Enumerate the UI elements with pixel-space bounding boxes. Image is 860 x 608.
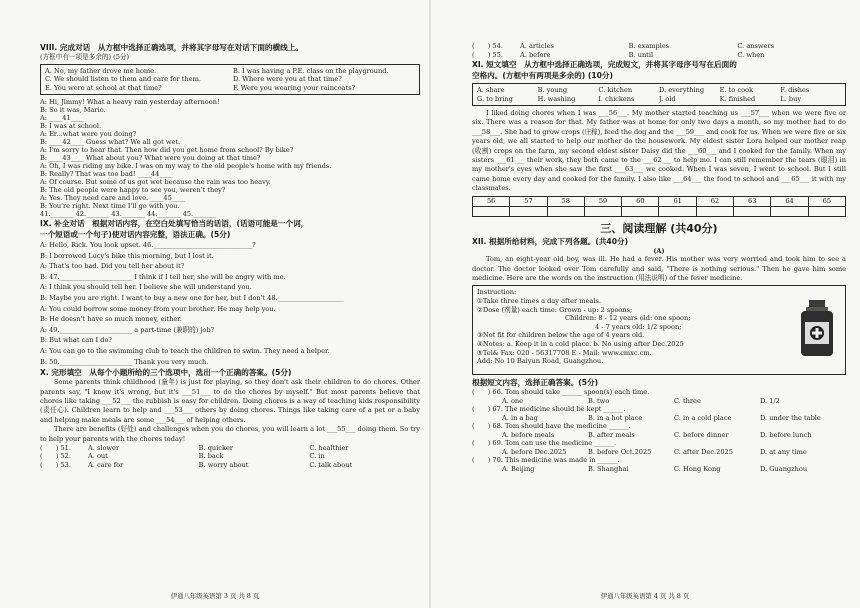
dialog-line: A: Er...what were you doing? — [40, 130, 137, 138]
option-d[interactable]: D. 1/2 — [760, 396, 780, 405]
section-9-title-2: 一个短语或一个句子)使对话内容完整，语法正确。(5分) — [40, 230, 231, 239]
question-69: ( ) 69. Tom can use the medicine ______. — [472, 439, 617, 448]
section-12-title: XII. 根据所给材料，完成下列各题。(共40分) — [472, 236, 629, 246]
section-8-note: (方框中有一项是多余的) (5分) — [40, 53, 130, 61]
reading-questions — [472, 388, 846, 473]
answer-cell[interactable] — [734, 206, 771, 216]
section-8-dialog — [40, 98, 420, 218]
choice-number: ( ) 52. — [40, 452, 71, 461]
dialog-line: B: The old people were happy to see you, weren't they? — [40, 186, 226, 194]
cloze-paragraph-2: There are benefits (好处) and challenges when you do chores, you will learn a lot ___55___ doing them. So try to help your parents with the chores today! — [40, 425, 420, 443]
dialog-line: B: You're right. Next time I'll go with you. — [40, 202, 180, 210]
option-item: B. young — [537, 86, 568, 94]
question-70: ( ) 70. This medicine was made in ______. — [472, 456, 620, 465]
dialog-line: A: You can go to the swimming club to teach the children to swim. They need a helper. — [40, 346, 330, 355]
option-b[interactable]: B. Shanghai — [588, 464, 629, 473]
option-item: C. kitchen — [598, 86, 633, 94]
cloze-choices-continued — [472, 42, 846, 59]
option-item: H. washing — [537, 94, 576, 103]
option-b[interactable]: B. after meals — [588, 430, 635, 439]
section-11-title-2: 空格内。(方框中有两项是多余的) (10分) — [472, 71, 613, 80]
dialog-line: A: Yes. They need care and love. ____45____ — [40, 194, 186, 202]
dialog-line: A: Oh, I was riding my bike. I was on my way to the old people's home with my friends. — [40, 162, 332, 170]
dialog-line: B: So it was, Mario. — [40, 106, 106, 114]
choice-row[interactable] — [40, 461, 420, 470]
answer-cell[interactable] — [622, 206, 659, 216]
answer-number: 56 — [473, 196, 510, 206]
options-grid — [477, 86, 841, 103]
choice-c: C. answers — [737, 42, 774, 50]
section-11-options-box — [472, 83, 846, 106]
answer-cell[interactable] — [584, 206, 621, 216]
choice-number: ( ) 55. — [472, 50, 503, 59]
instruction-line: ①Take three times a day after meals. — [477, 296, 601, 305]
choice-b: B. back — [198, 452, 224, 461]
answer-cell[interactable] — [696, 206, 733, 216]
option-item: C. We should listen to them and care for them. — [45, 75, 201, 83]
option-a[interactable]: A. in a bag — [502, 413, 538, 422]
option-item: D. everything — [659, 86, 705, 94]
choice-number: ( ) 54. — [472, 42, 503, 50]
question-68: ( ) 68. Tom should have the medicine ______. — [472, 422, 631, 431]
answer-number: 65 — [808, 196, 845, 206]
option-item: K. finished — [719, 94, 756, 103]
instruction-line: ②Dose (剂量) each time: Grown - up: 2 spoons; — [477, 305, 633, 314]
option-d[interactable]: D. before lunch — [760, 430, 812, 439]
option-a[interactable]: A. one — [502, 396, 524, 405]
medicine-instruction-box — [472, 285, 846, 375]
section-11-passage: I liked doing chores when I was ___56___. My mother started teaching us ___57___ when we were five or six. There was a reason for that. My father was at home for only two days a month, so my mother had to do ___58___. She had to grow crops (庄稼), feed the dog and the ___59___ and cook for us. When we were five or six years old, we all started to help our mother do the housework. My eldest sister Lora helped our mother reap (收割) crops on the farm, my second eldest sister Daisy did the ___60___ and I cooked for the family. When my sisters ___61___ their work, they both came to the ___62___ to help me. I can still remember the tears (眼泪) in my mother's eyes when she saw the first ___63___ we cooked. When I was seven, I went to school. But I still came home every day and cooked for the family. I also like ___64___ the food to school and ___65___ it with my classmates. — [472, 109, 846, 193]
instruction-line: Instruction: — [477, 288, 517, 297]
choice-number: ( ) 51. — [40, 443, 71, 452]
choice-c: C. in — [309, 452, 325, 461]
answer-table-56-65 — [472, 196, 846, 217]
option-b[interactable]: B. two — [588, 396, 610, 405]
answer-number: 63 — [734, 196, 771, 206]
passage-a-label: (A) — [653, 246, 665, 255]
option-c[interactable]: C. in a cold place — [674, 413, 732, 422]
dialog-line[interactable]: A: 49.______________________ a part-time (兼职的) job? — [40, 325, 215, 334]
answer-blanks-41-45[interactable]: 41._______ 42._______ 43._______ 44._______ 45._______ — [40, 210, 217, 218]
answer-number: 62 — [696, 196, 733, 206]
option-item: D. Where were you at that time? — [233, 75, 342, 83]
choice-b: B. examples — [628, 42, 670, 50]
choice-row[interactable] — [472, 51, 846, 60]
dialog-line: A: I'm sorry to hear that. Then how did you get home from school? By bike? — [40, 146, 294, 154]
dialog-line: A: I think you should tell her. I believe she will understand you. — [40, 283, 252, 292]
option-item: F. Were you wearing your raincoats? — [233, 83, 356, 92]
option-d[interactable]: D. at any time — [760, 447, 807, 456]
dialog-line: A: That's too bad. Did you tell her about it? — [40, 262, 185, 271]
answer-table-blank-row — [473, 206, 846, 216]
answer-cell[interactable] — [510, 206, 547, 216]
dialog-line: A: ____41____ — [40, 114, 84, 122]
question-68-options[interactable] — [472, 431, 846, 440]
part-3-heading: 三、阅读理解 (共40分) — [600, 221, 718, 235]
option-a[interactable]: A. before Dec.2025 — [502, 447, 567, 456]
answer-cell[interactable] — [659, 206, 696, 216]
option-item: A. No, my father drove me home. — [45, 66, 157, 75]
answer-number: 60 — [622, 196, 659, 206]
dialog-line[interactable]: B: 47.______________________ I think if I tell her, she will be angry with me. — [40, 272, 286, 281]
choice-c: C. healthier — [309, 443, 349, 452]
option-item: J. old — [659, 94, 676, 103]
dialog-line: B: But what can I do? — [40, 336, 112, 345]
choice-a: A. before — [520, 50, 551, 59]
dialog-line: B: ____42____ Guess what? We all got wet. — [40, 138, 181, 146]
choice-b: B. worry about — [198, 460, 249, 469]
dialog-line: B: ____43____ What about you? What were you doing at that time? — [40, 154, 261, 162]
passage-a-text: Tom, an eight-year old boy, was ill. He had a fever. His mother was very worried and took him to see a doctor. The doctor looked over Tom carefully and said, "There is nothing serious." Then he gave him some medicine. Here are the words on the instruction (用法说明) of the fever medicine. — [472, 255, 846, 282]
option-b[interactable]: B. in a hot place — [588, 413, 643, 422]
page-footer: 伊通八年级英语第 4 页 共 8 页 — [600, 592, 690, 600]
option-c[interactable]: C. after Dec.2025 — [674, 447, 733, 456]
medicine-bottle-icon — [797, 298, 837, 358]
option-item: F. dishes — [780, 86, 810, 94]
question-67: ( ) 67. The medicine should be kept ______. — [472, 405, 626, 414]
choice-row[interactable] — [472, 42, 846, 51]
cloze-paragraph-1: Some parents think childhood (童年) is just for playing, so they don't ask their children to do chores. Other parents say, "I know it's wrong, but it's ___51___ to do the chores by myself." But most parents believe that chores like taking ___52___ the rubbish is easy for children. Doing chores is a way of teaching kids responsibility (责任心). Children learn to help and ___53___ others by doing chores. Things like taking care of a pet or a baby and helping make meals are some ___54___ of helping others. — [40, 378, 420, 424]
answer-cell[interactable] — [473, 206, 510, 216]
answer-number: 57 — [510, 196, 547, 206]
choice-row[interactable] — [40, 452, 420, 461]
section-11-title: XI. 短文填空 从方框中选择正确选项，完成短文，并将其字母序号写在后面的 — [472, 60, 737, 69]
option-c[interactable]: C. before dinner — [674, 430, 729, 439]
option-b[interactable]: B. before Oct.2025 — [588, 447, 652, 456]
dialog-line: B: He doesn't have so much money, either. — [40, 315, 182, 324]
dialog-line: A: Hi, Jimmy! What a heavy rain yesterday afternoon! — [40, 98, 220, 106]
choice-c: C. talk about — [309, 460, 353, 469]
option-c[interactable]: C. Hong Kong — [674, 464, 721, 473]
answer-cell[interactable] — [771, 206, 808, 216]
page-4 — [430, 0, 860, 608]
instruction-line: ⑤Tel& Fax: 020 - 56317708 E - Mail: www.cmxc.cm. — [477, 348, 652, 357]
dialog-line: A: You could borrow some money from your brother. He may help you. — [40, 304, 276, 313]
question-70-options[interactable] — [472, 465, 846, 474]
section-10-title: X. 完形填空 从每个小题所给的三个选项中，选出一个正确的答案。(5分) — [40, 368, 292, 378]
question-66-options[interactable] — [472, 397, 846, 406]
option-item: I. chickens — [598, 94, 635, 103]
option-c[interactable]: C. three — [674, 396, 701, 405]
dialog-line[interactable]: B: 50.______________________ Thank you very much. — [40, 357, 209, 366]
dialog-line: B: I borrowed Lucy's bike this morning, but I lost it. — [40, 251, 214, 260]
choice-b: B. until — [628, 50, 654, 59]
dialog-line: A: Of course. But some of us got wet because the rain was too heavy. — [40, 178, 271, 186]
choice-c: C. when — [737, 50, 765, 59]
option-d[interactable]: D. Guangzhou — [760, 464, 808, 473]
dialog-line: B: Really? That was too bad! ____44____ — [40, 170, 173, 178]
dialog-line: B: I was at school. — [40, 122, 102, 130]
answer-number: 59 — [584, 196, 621, 206]
dialog-line[interactable]: B: Maybe you are right. I want to buy a new one for her, but I don't 48.____________________ — [40, 293, 344, 302]
section-9-dialog — [40, 240, 420, 367]
answer-number: 64 — [771, 196, 808, 206]
choice-b: B. quicker — [198, 443, 234, 452]
instruction-line: ③Not fit for children below the age of 4 years old. — [477, 331, 645, 340]
cloze-choices — [40, 444, 420, 470]
choice-a: A. articles — [520, 42, 554, 50]
choice-row[interactable] — [40, 444, 420, 453]
dialog-line[interactable]: A: Hello, Rick. You look upset. 46.______________________________? — [40, 241, 256, 249]
section-8-options-box — [40, 64, 420, 96]
instruction-line: Children: 8 - 12 years old: one spoon; — [565, 314, 691, 323]
answer-cell[interactable] — [808, 206, 845, 216]
question-67-options[interactable] — [472, 414, 846, 423]
answer-cell[interactable] — [547, 206, 584, 216]
page-footer: 伊通八年级英语第 3 页 共 8 页 — [170, 592, 260, 600]
instruction-line: 4 - 7 years old: 1/2 spoon; — [595, 322, 682, 331]
option-a[interactable]: A. Beijing — [502, 464, 535, 473]
option-item: B. I was having a P.E. class on the playground. — [233, 66, 389, 75]
section-8-title: VIII. 完成对话 从方框中选择正确选项，并将其字母写在对话下面的横线上。 — [40, 43, 303, 52]
choice-a: A. slower — [88, 443, 120, 452]
option-item: L. buy — [780, 94, 802, 103]
option-d[interactable]: D. under the table — [760, 413, 821, 422]
questions-title: 根据短文内容，选择正确答案。(5分) — [472, 378, 599, 388]
section-9-title: IX. 补全对话 根据对话内容，在空白处填写恰当的话语，(话语可能是一个词， — [40, 219, 309, 228]
question-69-options[interactable] — [472, 448, 846, 457]
instruction-line: Add: No 10 Baiyun Road, Guangzhou. — [477, 357, 604, 366]
option-item: E. You were at school at that time? — [45, 83, 162, 92]
option-item: A. share — [477, 86, 505, 94]
answer-table-header — [473, 196, 846, 206]
option-item: E. to cook — [719, 86, 754, 94]
instruction-line: ④Notes: a. Keep it in a cold place. b. No using after Dec.2025 — [477, 339, 684, 348]
answer-number: 61 — [659, 196, 696, 206]
option-a[interactable]: A. before meals — [502, 430, 555, 439]
choice-a: A. care for — [88, 460, 124, 469]
choice-a: A. out — [88, 452, 108, 461]
option-item: G. to bring — [477, 94, 513, 103]
question-66: ( ) 66. Tom should take ______ spoon(s) each time. — [472, 388, 650, 397]
answer-number: 58 — [547, 196, 584, 206]
choice-number: ( ) 53. — [40, 460, 71, 469]
